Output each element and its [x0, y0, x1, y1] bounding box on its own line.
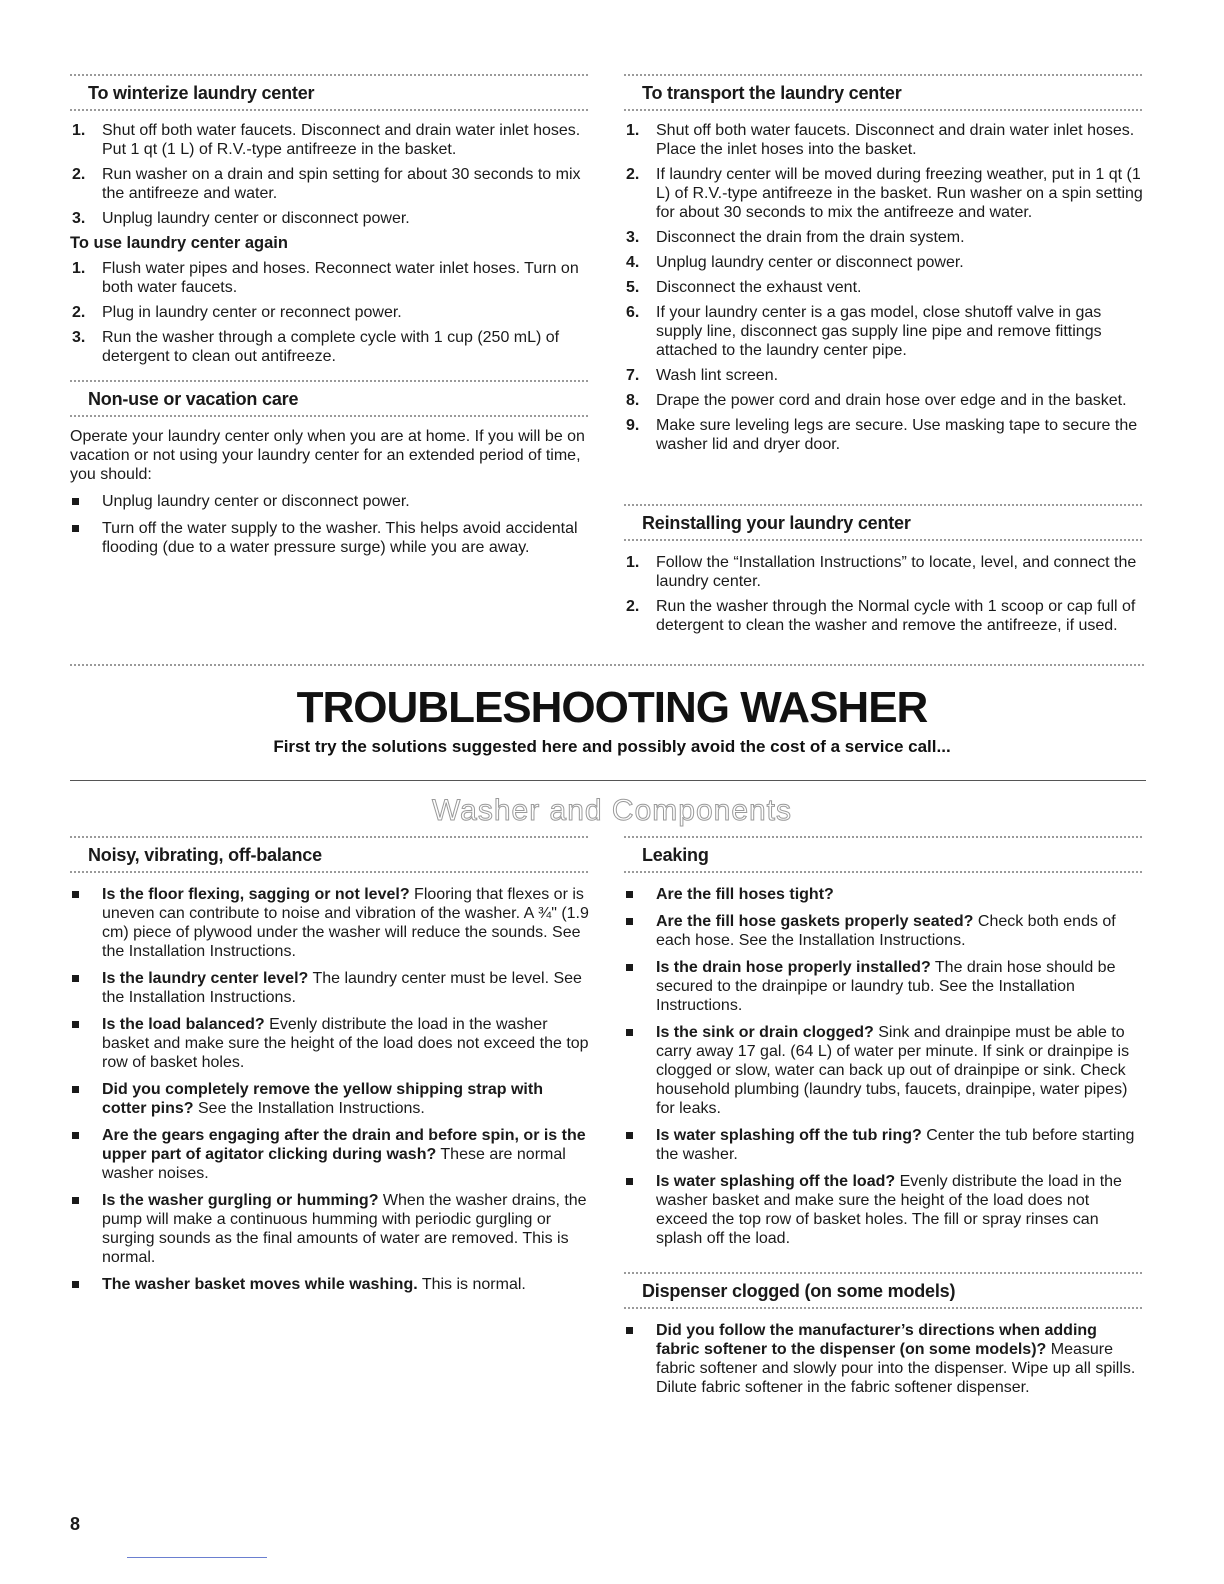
dotted-rule	[624, 109, 1144, 111]
list-item: 2. Run the washer through the Normal cycle with 1 scoop or cap full of detergent to clean the washer and remove the antifreeze, if used.	[626, 598, 1136, 634]
list-item: 8. Drape the power cord and drain hose over edge and in the basket.	[626, 392, 1127, 409]
list-item: 1. Shut off both water faucets. Disconnect and drain water inlet hoses. Place the inlet hoses into the basket.	[626, 122, 1135, 158]
noisy-section	[70, 836, 590, 1302]
list-item: 4. Unplug laundry center or disconnect power.	[626, 254, 964, 271]
list-item: 7. Wash lint screen.	[626, 367, 779, 384]
list-item: Did you completely remove the yellow shipping strap with cotter pins? See the Installation Instructions.	[70, 1080, 590, 1118]
bullet-icon	[626, 1132, 633, 1139]
bullet-icon	[72, 975, 79, 982]
winterize-steps	[70, 121, 590, 228]
list-item: Is the floor flexing, sagging or not level? Flooring that flexes or is uneven can contribute to noise and vibration of the washer. A ¾" (1.9 cm) piece of plywood under the washer will reduce the sounds. See the Installation Instructions.	[70, 885, 590, 961]
list-item: Turn off the water supply to the washer. This helps avoid accidental flooding (due to a water pressure surge) while you are away.	[70, 519, 590, 557]
bullet-icon	[72, 891, 79, 898]
leaking-heading: Leaking	[642, 845, 709, 865]
list-item: Is the load balanced? Evenly distribute the load in the washer basket and make sure the height of the load does not exceed the top row of basket holes.	[70, 1015, 590, 1072]
bullet-icon	[72, 1021, 79, 1028]
noisy-bullets	[70, 885, 590, 1294]
winterize-heading: To winterize laundry center	[88, 83, 315, 103]
bullet-icon	[626, 1029, 633, 1036]
winterize-section	[70, 74, 590, 372]
bullet-icon	[72, 1197, 79, 1204]
dotted-rule	[70, 109, 590, 111]
list-item: 1. Flush water pipes and hoses. Reconnect water inlet hoses. Turn on both water faucets.	[72, 260, 579, 296]
list-item: Are the gears engaging after the drain and before spin, or is the upper part of agitator clicking during wash? These are normal washer noises.	[70, 1126, 590, 1183]
dispenser-heading: Dispenser clogged (on some models)	[642, 1281, 956, 1301]
leaking-bullets	[624, 885, 1144, 1248]
page-subtitle: First try the solutions suggested here and possibly avoid the cost of a service call...	[273, 737, 951, 756]
bullet-icon	[626, 964, 633, 971]
transport-heading: To transport the laundry center	[642, 83, 902, 103]
transport-steps	[624, 121, 1144, 454]
vacation-section	[70, 380, 590, 565]
list-item: 3. Run the washer through a complete cycle with 1 cup (250 mL) of detergent to clean out antifreeze.	[72, 329, 560, 365]
divider	[70, 780, 1146, 781]
bullet-icon	[72, 525, 79, 532]
dispenser-bullets	[624, 1321, 1144, 1397]
dotted-rule	[624, 1307, 1144, 1309]
leaking-section	[624, 836, 1144, 1256]
use-again-steps	[70, 259, 590, 366]
reinstall-section	[624, 504, 1144, 641]
dotted-rule	[70, 871, 590, 873]
list-item: Is the washer gurgling or humming? When the washer drains, the pump will make a continuous humming with periodic gurgling or surging sounds as the final amounts of water are removed. This is normal.	[70, 1191, 590, 1267]
bullet-icon	[626, 1327, 633, 1334]
dotted-rule	[70, 664, 1146, 666]
bullet-icon	[72, 1132, 79, 1139]
list-item: 2. If laundry center will be moved during freezing weather, put in 1 qt (1 L) of R.V.-type antifreeze in the basket. Run washer on a spin setting for about 30 seconds to mix the antifreeze and water.	[626, 166, 1143, 221]
list-item: 2. Plug in laundry center or reconnect power.	[72, 304, 402, 321]
bullet-icon	[626, 918, 633, 925]
list-item: 6. If your laundry center is a gas model, close shutoff valve in gas supply line, disconnect gas supply line pipe and remove fittings attached to the laundry center pipe.	[626, 304, 1102, 359]
list-item: The washer basket moves while washing. This is normal.	[70, 1275, 590, 1294]
vacation-heading: Non-use or vacation care	[88, 389, 299, 409]
list-item: 9. Make sure leveling legs are secure. Use masking tape to secure the washer lid and dryer door.	[626, 417, 1138, 453]
bullet-icon	[72, 1086, 79, 1093]
list-item: Is water splashing off the tub ring? Center the tub before starting the washer.	[624, 1126, 1144, 1164]
bullet-icon	[626, 891, 633, 898]
list-item: 1. Shut off both water faucets. Disconnect and drain water inlet hoses. Put 1 qt (1 L) of R.V.-type antifreeze in the basket.	[72, 122, 581, 158]
list-item: Are the fill hose gaskets properly seated? Check both ends of each hose. See the Installation Instructions.	[624, 912, 1144, 950]
list-item: Is the laundry center level? The laundry center must be level. See the Installation Instructions.	[70, 969, 590, 1007]
reinstall-heading: Reinstalling your laundry center	[642, 513, 911, 533]
dotted-rule	[624, 539, 1144, 541]
vacation-bullets	[70, 492, 590, 557]
reinstall-steps	[624, 553, 1144, 635]
noisy-heading: Noisy, vibrating, off-balance	[88, 845, 322, 865]
list-item: 5. Disconnect the exhaust vent.	[626, 279, 862, 296]
dotted-rule	[70, 415, 590, 417]
list-item: 3. Unplug laundry center or disconnect power.	[72, 210, 410, 227]
page-number: 8	[70, 1514, 81, 1534]
list-item: Is water splashing off the load? Evenly distribute the load in the washer basket and make sure the height of the load does not exceed the top row of basket holes. The fill or spray rinses can splash off the load.	[624, 1172, 1144, 1248]
bullet-icon	[626, 1178, 633, 1185]
dispenser-section	[624, 1272, 1144, 1405]
bullet-icon	[72, 1281, 79, 1288]
transport-section	[624, 74, 1144, 460]
list-item: 3. Disconnect the drain from the drain system.	[626, 229, 965, 246]
list-item: Is the sink or drain clogged? Sink and drainpipe must be able to carry away 17 gal. (64 L) of water per minute. If sink or drainpipe is clogged or slow, water can back up out of drainpipe or sink. Check household plumbing (laundry tubs, faucets, drainpipe, water pipes) for leaks.	[624, 1023, 1144, 1118]
page-title: TROUBLESHOOTING WASHER	[296, 683, 928, 732]
list-item: Unplug laundry center or disconnect power.	[70, 492, 590, 511]
footer-line	[127, 1557, 267, 1558]
list-item: 1. Follow the “Installation Instructions” to locate, level, and connect the laundry center.	[626, 554, 1137, 590]
vacation-intro: Operate your laundry center only when you are at home. If you will be on vacation or not using your laundry center for an extended period of time, you should:	[70, 428, 585, 483]
use-again-heading: To use laundry center again	[70, 234, 288, 252]
section-band: Washer and Components	[431, 794, 793, 827]
list-item: Is the drain hose properly installed? The drain hose should be secured to the drainpipe or laundry tub. See the Installation Instructions.	[624, 958, 1144, 1015]
list-item: Are the fill hoses tight?	[624, 885, 1144, 904]
bullet-icon	[72, 498, 79, 505]
list-item: Did you follow the manufacturer’s directions when adding fabric softener to the dispenser (on some models)? Measure fabric softener and slowly pour into the dispenser. Wipe up all spills. Dilute fabric softener in the fabric softener dispenser.	[624, 1321, 1144, 1397]
dotted-rule	[624, 871, 1144, 873]
list-item: 2. Run washer on a drain and spin setting for about 30 seconds to mix the antifreeze and water.	[72, 166, 581, 202]
